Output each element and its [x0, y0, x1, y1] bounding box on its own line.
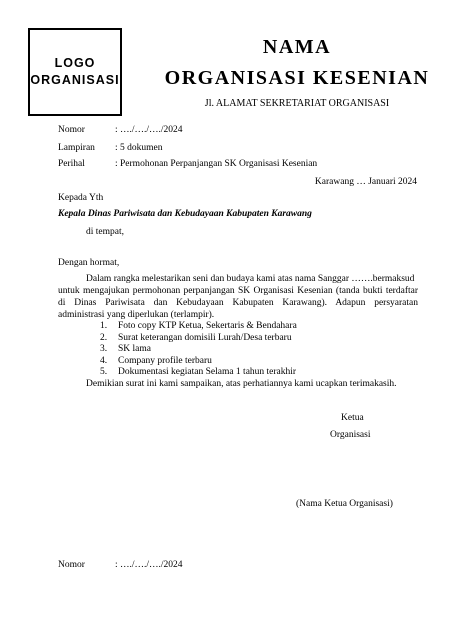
lampiran-value: : 5 dokumen	[115, 143, 163, 153]
date-place: Karawang … Januari 2024	[314, 177, 417, 187]
list-item: 5. Dokumentasi kegiatan Selama 1 tahun terakhir	[100, 367, 297, 377]
logo-placeholder	[28, 28, 122, 116]
signature-role-1: Ketua	[341, 413, 364, 423]
signature-role-2: Organisasi	[330, 430, 371, 440]
nomor-value: : …./…./…./2024	[115, 125, 183, 135]
perihal-value: : Permohonan Perpanjangan SK Organisasi Kesenian	[115, 159, 318, 169]
paragraph-line-3: di Dinas Pariwisata dan Kebudayaan Kabupaten Karawang). Adapun persyaratan	[58, 298, 418, 308]
salutation: Dengan hormat,	[58, 258, 120, 268]
paragraph-line-1: Dalam rangka melestarikan seni dan budaya kami atas nama Sanggar …….bermaksud	[86, 274, 415, 284]
paragraph-line-4: administrasi yang diperlukan (terlampir).	[58, 310, 215, 320]
requirements-list	[100, 321, 297, 379]
footer-nomor-value: : …./…./…./2024	[115, 560, 183, 570]
org-address: Jl. ALAMAT SEKRETARIAT ORGANISASI	[204, 98, 390, 109]
org-title-line-2: ORGANISASI KESENIAN	[164, 67, 430, 89]
closing-sentence: Demikian surat ini kami sampaikan, atas perhatiannya kami ucapkan terimakasih.	[86, 379, 397, 389]
footer-nomor-label: Nomor	[58, 560, 85, 570]
recipient-name: Kepala Dinas Pariwisata dan Kebudayaan Kabupaten Karawang	[58, 209, 312, 219]
org-title-line-1: NAMA	[262, 36, 332, 58]
recipient-place: di tempat,	[86, 227, 124, 237]
logo-line-2: ORGANISASI	[30, 73, 120, 87]
lampiran-label: Lampiran	[58, 143, 95, 153]
logo-line-1: LOGO	[54, 56, 96, 70]
nomor-label: Nomor	[58, 125, 85, 135]
list-item: 2. Surat keterangan domisili Lurah/Desa terbaru	[100, 332, 292, 343]
signature-name: (Nama Ketua Organisasi)	[296, 499, 393, 509]
recipient-greeting: Kepada Yth	[58, 193, 104, 203]
paragraph-line-2: untuk mengajukan permohonan perpanjangan SK Organisasi Kesenian (tanda bukti terdaftar	[58, 286, 418, 296]
list-item: 4. Company profile terbaru	[100, 355, 212, 366]
list-item: 3. SK lama	[100, 344, 151, 354]
list-item: 1. Foto copy KTP Ketua, Sekertaris & Bendahara	[100, 321, 297, 331]
perihal-label: Perihal	[58, 159, 85, 169]
